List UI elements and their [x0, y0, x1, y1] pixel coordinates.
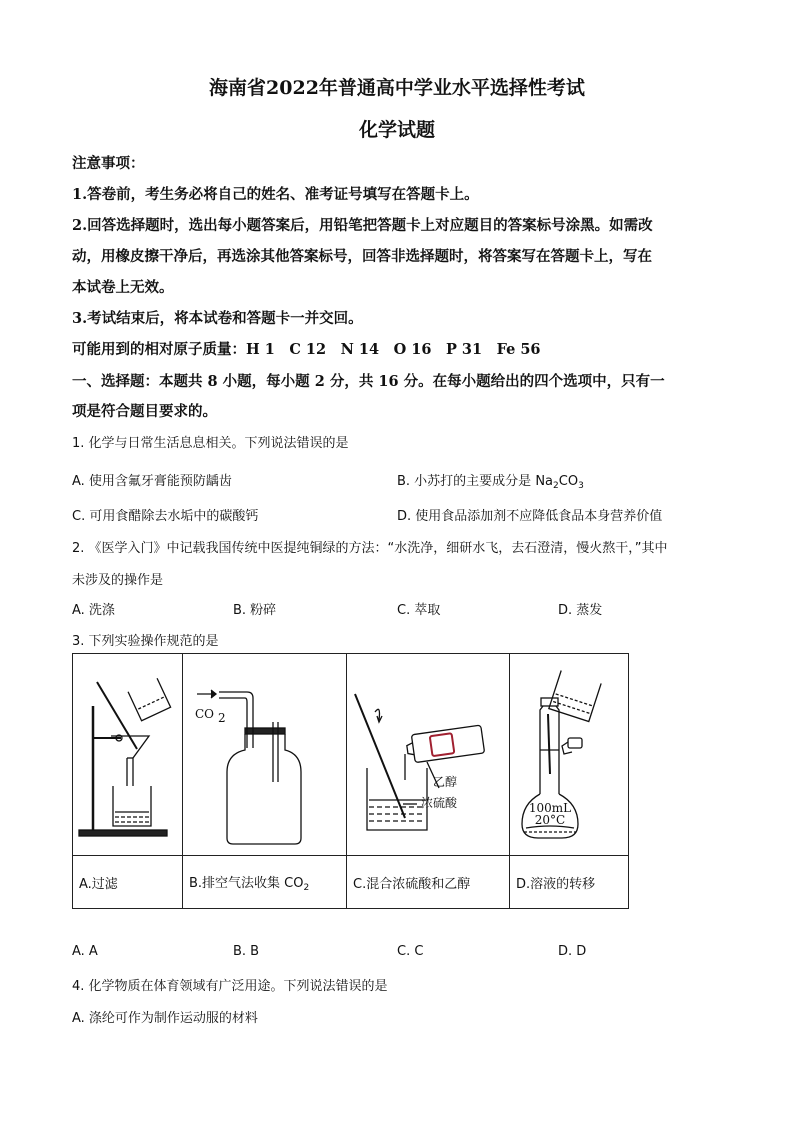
q2-option-b: B. 粉碎 [233, 603, 277, 618]
caption-a: A.过滤 [73, 856, 183, 909]
q3-option-a: A. A [72, 944, 98, 959]
q1-stem: 1. 化学与日常生活息息相关。下列说法错误的是 [72, 436, 349, 451]
q3-option-c: C. C [397, 944, 424, 959]
mixing-diagram [347, 654, 510, 856]
page-title: 海南省2022年普通高中学业水平选择性考试 [209, 77, 585, 99]
page-subtitle: 化学试题 [358, 119, 435, 141]
notice-item-2-cont: 动，用橡皮擦干净后，再选涂其他答案标号，回答非选择题时，将答案写在答题卡上，写在 [72, 248, 652, 265]
notice-item-2-end: 本试卷上无效。 [72, 279, 174, 296]
q2-option-d: D. 蒸发 [558, 603, 603, 618]
co2-label: CO [195, 707, 215, 721]
gas-bottle-icon [183, 654, 346, 851]
q3-figure-table [72, 653, 629, 909]
atomic-masses: 可能用到的相对原子质量：H 1 C 12 N 14 O 16 P 31 Fe 56 [72, 341, 541, 358]
section-heading-cont: 项是符合题目要求的。 [72, 403, 217, 420]
q3-stem: 3. 下列实验操作规范的是 [72, 634, 219, 649]
q4-stem: 4. 化学物质在体育领域有广泛用途。下列说法错误的是 [72, 979, 388, 994]
q2-stem: 2. 《医学入门》中记载我国传统中医提纯铜绿的方法：“水洗净，细研水飞，去石澄清，慢火熬干，”其中 [72, 541, 668, 556]
q1-option-b: B. 小苏打的主要成分是 $Na_2CO_3$ [397, 474, 584, 491]
co2-label-sub: 2 [218, 711, 226, 725]
gas-collection-diagram [183, 654, 347, 856]
q1-option-d: D. 使用食品添加剂不应降低食品本身营养价值 [397, 509, 663, 524]
q1-option-c: C. 可用食醋除去水垢中的碳酸钙 [72, 509, 259, 524]
notice-item-3: 3.考试结束后，将本试卷和答题卡一并交回。 [72, 310, 363, 327]
caption-b: B.排空气法收集 $CO_2$ [183, 856, 347, 909]
q3-option-d: D. D [558, 944, 587, 959]
section-heading: 一、选择题：本题共 8 小题，每小题 2 分，共 16 分。在每小题给出的四个选项中，只有一 [72, 373, 665, 390]
caption-d: D.溶液的转移 [510, 856, 629, 909]
notice-item-2: 2.回答选择题时，选出每小题答案后，用铅笔把答题卡上对应题目的答案标号涂黑。如需改 [72, 217, 653, 234]
ethanol-label: 乙醇 [433, 775, 458, 789]
caption-c: C.混合浓硫酸和乙醇 [347, 856, 510, 909]
filtration-apparatus-icon [73, 654, 182, 851]
conc-sulfuric-acid-label: 浓硫酸 [421, 796, 458, 810]
transfer-diagram [510, 654, 629, 856]
q1-option-a: A. 使用含氟牙膏能预防龋齿 [72, 474, 232, 489]
volumetric-flask-icon [510, 654, 628, 851]
q2-option-c: C. 萃取 [397, 603, 441, 618]
flask-volume-label: 100mL [528, 801, 572, 815]
q3-option-b: B. B [233, 944, 260, 959]
flask-temp-label: 20°C [534, 813, 566, 827]
q2-stem-cont: 未涉及的操作是 [72, 573, 164, 588]
notice-heading: 注意事项： [72, 155, 145, 172]
filtration-diagram [73, 654, 183, 856]
q4-option-a: A. 涤纶可作为制作运动服的材料 [72, 1011, 258, 1026]
mixing-apparatus-icon [347, 654, 509, 851]
q2-option-a: A. 洗涤 [72, 603, 115, 618]
notice-item-1: 1.答卷前，考生务必将自己的姓名、准考证号填写在答题卡上。 [72, 186, 479, 203]
